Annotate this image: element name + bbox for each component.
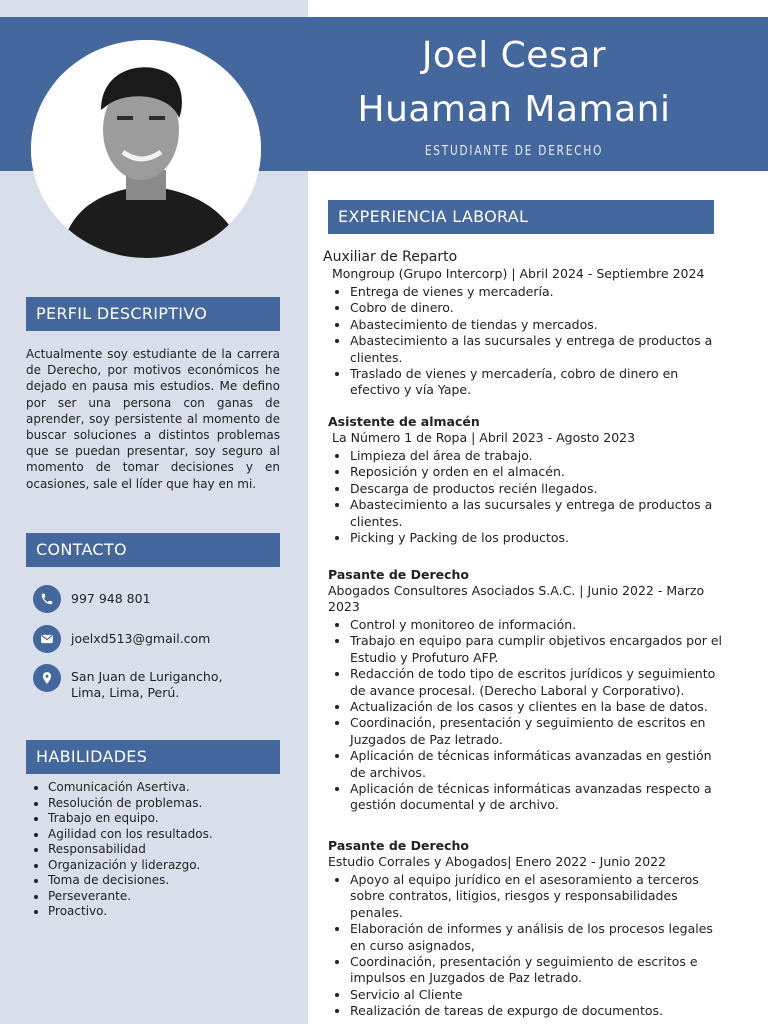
job-bullet: • Cobro de dinero. — [350, 300, 723, 316]
job-meta: Mongroup (Grupo Intercorp) | Abril 2024 - Septiembre 2024 — [332, 266, 705, 281]
job-title: Auxiliar de Reparto — [323, 249, 458, 265]
skill-item: • Organización y liderazgo. — [48, 858, 213, 874]
job-title: Asistente de almacén — [328, 414, 480, 429]
profile-photo-portrait — [31, 40, 261, 258]
location-icon — [33, 664, 61, 692]
skill-item: • Proactivo. — [48, 904, 213, 920]
skills-list — [26, 780, 213, 920]
profile-heading: PERFIL DESCRIPTIVO — [26, 297, 280, 331]
job-bullet: • Reposición y orden en el almacén. — [350, 464, 728, 480]
contact-address-row — [33, 664, 222, 701]
job-bullet: • Traslado de vienes y mercadería, cobro de dinero en efectivo y vía Yape. — [350, 366, 723, 399]
address-line-1: San Juan de Lurigancho, — [71, 669, 223, 684]
job-bullets — [328, 448, 728, 546]
contact-email[interactable]: joelxd513@gmail.com — [71, 631, 211, 646]
skill-item: • Trabajo en equipo. — [48, 811, 213, 827]
job-bullet: • Abastecimiento a las sucursales y entrega de productos a clientes. — [350, 333, 723, 366]
skill-item: • Comunicación Asertiva. — [48, 780, 213, 796]
job-bullet: • Descarga de productos recién llegados. — [350, 481, 728, 497]
job-bullet: • Limpieza del área de trabajo. — [350, 448, 728, 464]
job-entry-3 — [328, 567, 728, 814]
skill-item: • Toma de decisiones. — [48, 873, 213, 889]
skill-item: • Agilidad con los resultados. — [48, 827, 213, 843]
job-bullet: • Servicio al Cliente — [350, 987, 728, 1003]
experience-heading: EXPERIENCIA LABORAL — [328, 200, 714, 234]
job-entry-4 — [328, 838, 728, 1020]
skill-item: • Responsabilidad — [48, 842, 213, 858]
name-line-1: Joel Cesar — [421, 35, 607, 76]
job-bullet: • Actualización de los casos y clientes en la base de datos. — [350, 699, 728, 715]
job-bullet: • Coordinación, presentación y seguimiento de escritos en Juzgados de Paz letrado. — [350, 715, 728, 748]
job-bullet: • Trabajo en equipo para cumplir objetivos encargados por el Estudio y Profuturo AFP. — [350, 633, 728, 666]
job-meta: Abogados Consultores Asociados S.A.C. | Junio 2022 - Marzo 2023 — [328, 583, 705, 614]
email-icon — [33, 625, 61, 653]
job-entry-2 — [328, 414, 728, 546]
phone-icon — [33, 585, 61, 613]
job-bullet: • Control y monitoreo de información. — [350, 617, 728, 633]
job-bullet: • Redacción de todo tipo de escritos jurídicos y seguimiento de avance procesal. (Derecho Laboral y Corporativo). — [350, 666, 728, 699]
job-entry-1 — [323, 248, 723, 399]
job-bullet: • Aplicación de técnicas informáticas avanzadas en gestión de archivos. — [350, 748, 728, 781]
job-bullets — [328, 872, 728, 1020]
job-bullet: • Abastecimiento a las sucursales y entrega de productos a clientes. — [350, 497, 728, 530]
job-bullet: • Apoyo al equipo jurídico en el asesoramiento a terceros sobre contratos, litigios, riesgos y responsabilidades penales. — [350, 872, 728, 921]
skill-item: • Perseverante. — [48, 889, 213, 905]
job-bullet: • Coordinación, presentación y seguimiento de escritos e impulsos en Juzgados de Paz letrado. — [350, 954, 728, 987]
job-meta: La Número 1 de Ropa | Abril 2023 - Agosto 2023 — [332, 430, 636, 445]
job-subtitle: ESTUDIANTE DE DERECHO — [424, 144, 604, 159]
job-bullets — [328, 617, 728, 814]
skill-item: • Resolución de problemas. — [48, 796, 213, 812]
profile-text: Actualmente soy estudiante de la carrera de Derecho, por motivos económicos he dejado en pausa mis estudios. Me defino por ser una persona con ganas de aprender, soy persistente al momento de buscar soluciones a distintos problemas que se puedan presentar, soy seguro al momento de tomar decisiones y en ocasiones, sale el líder que hay en mi. — [26, 347, 280, 491]
job-title: Pasante de Derecho — [328, 567, 470, 582]
job-bullet: • Aplicación de técnicas informáticas avanzadas respecto a gestión documental y de archivo. — [350, 781, 728, 814]
contact-phone: 997 948 801 — [71, 591, 151, 606]
contact-email-row — [33, 625, 210, 653]
contact-address — [71, 669, 222, 701]
job-bullets — [323, 284, 723, 399]
job-bullet: • Entrega de vienes y mercadería. — [350, 284, 723, 300]
contact-phone-row — [33, 585, 151, 613]
job-bullet: • Picking y Packing de los productos. — [350, 530, 728, 546]
contact-heading: CONTACTO — [26, 533, 280, 567]
address-line-2: Lima, Lima, Perú. — [71, 685, 180, 700]
job-bullet: • Abastecimiento de tiendas y mercados. — [350, 317, 723, 333]
job-meta: Estudio Corrales y Abogados| Enero 2022 - Junio 2022 — [328, 854, 667, 869]
job-title: Pasante de Derecho — [328, 838, 470, 853]
name-line-2: Huaman Mamani — [357, 89, 671, 130]
job-bullet: • Elaboración de informes y análisis de los procesos legales en curso asignados, — [350, 921, 728, 954]
job-bullet: • Realización de tareas de expurgo de documentos. — [350, 1003, 728, 1019]
profile-photo — [31, 40, 261, 258]
skills-heading: HABILIDADES — [26, 740, 280, 774]
